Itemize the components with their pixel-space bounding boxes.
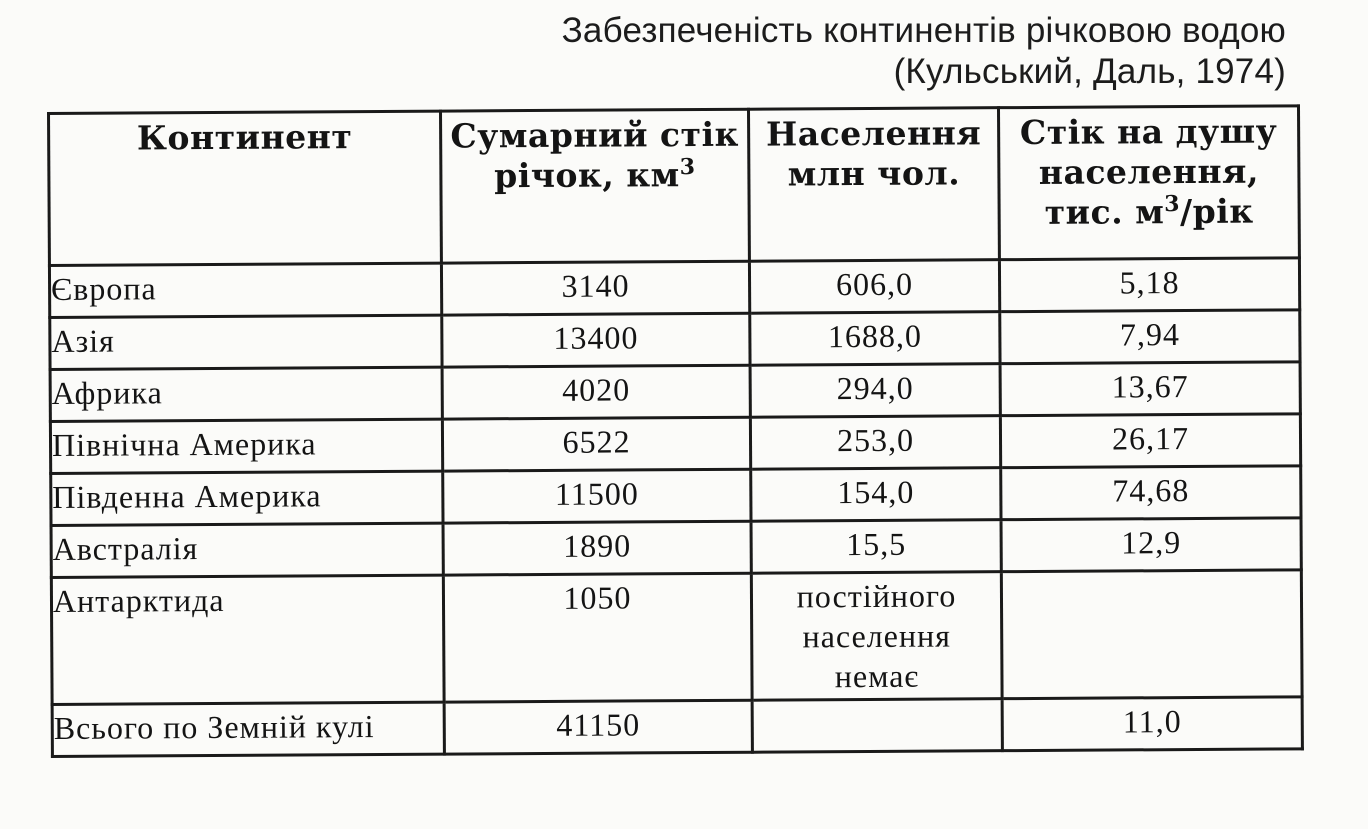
table-row-total	[52, 697, 1302, 757]
water-supply-table	[47, 104, 1304, 758]
table-row	[50, 362, 1300, 422]
runoff-cell: 6522	[442, 417, 750, 471]
runoff-cell: 1890	[443, 521, 751, 575]
header-row	[49, 106, 1300, 266]
table-caption	[562, 10, 1286, 92]
per-capita-cell: 7,94	[1000, 310, 1300, 364]
caption-title: Забезпеченість континентів річковою водою	[561, 11, 1286, 50]
table-row	[49, 258, 1299, 318]
caption-source: (Кульський, Даль, 1974)	[893, 52, 1286, 91]
population-cell: 1688,0	[750, 312, 1000, 366]
population-cell: 154,0	[751, 468, 1001, 522]
runoff-cell: 3140	[441, 261, 749, 315]
population-cell: 294,0	[750, 364, 1000, 418]
population-cell: 253,0	[750, 416, 1000, 470]
table-row	[50, 414, 1300, 474]
continent-cell: Північна Америка	[50, 419, 442, 473]
runoff-cell: 4020	[442, 365, 750, 419]
header-population: Населення млн чол.	[748, 108, 999, 262]
continent-cell: Австралія	[51, 523, 443, 577]
runoff-cell: 41150	[444, 700, 752, 754]
table-row	[51, 518, 1301, 578]
per-capita-cell: 13,67	[1000, 362, 1300, 416]
header-continent: Континент	[49, 111, 442, 265]
header-runoff: Сумарний стік річок, $км^3$	[441, 109, 750, 263]
population-cell	[752, 699, 1002, 753]
table-row-antarctica	[51, 570, 1302, 705]
table-row	[50, 310, 1300, 370]
continent-cell: Африка	[50, 367, 442, 421]
per-capita-cell: 12,9	[1001, 518, 1301, 572]
per-capita-cell: 5,18	[999, 258, 1299, 312]
continent-cell: Антарктида	[51, 575, 444, 704]
continent-cell: Європа	[49, 263, 441, 317]
population-cell: 606,0	[749, 260, 999, 314]
population-cell: 15,5	[751, 520, 1001, 574]
header-per-capita: Стік на душу населення, тис. $м^3$/рік	[998, 106, 1299, 260]
continent-cell: Азія	[50, 315, 442, 369]
per-capita-cell: 74,68	[1001, 466, 1301, 520]
per-capita-cell	[1001, 570, 1302, 699]
per-capita-cell: 26,17	[1000, 414, 1300, 468]
table-row	[51, 466, 1301, 526]
continent-cell: Південна Америка	[51, 471, 443, 525]
continent-cell: Всього по Земній кулі	[52, 702, 444, 756]
population-note-cell: постійного населення немає	[751, 572, 1002, 701]
runoff-cell: 13400	[442, 313, 750, 367]
runoff-cell: 11500	[443, 469, 751, 523]
per-capita-cell: 11,0	[1002, 697, 1302, 751]
runoff-cell: 1050	[443, 573, 752, 702]
